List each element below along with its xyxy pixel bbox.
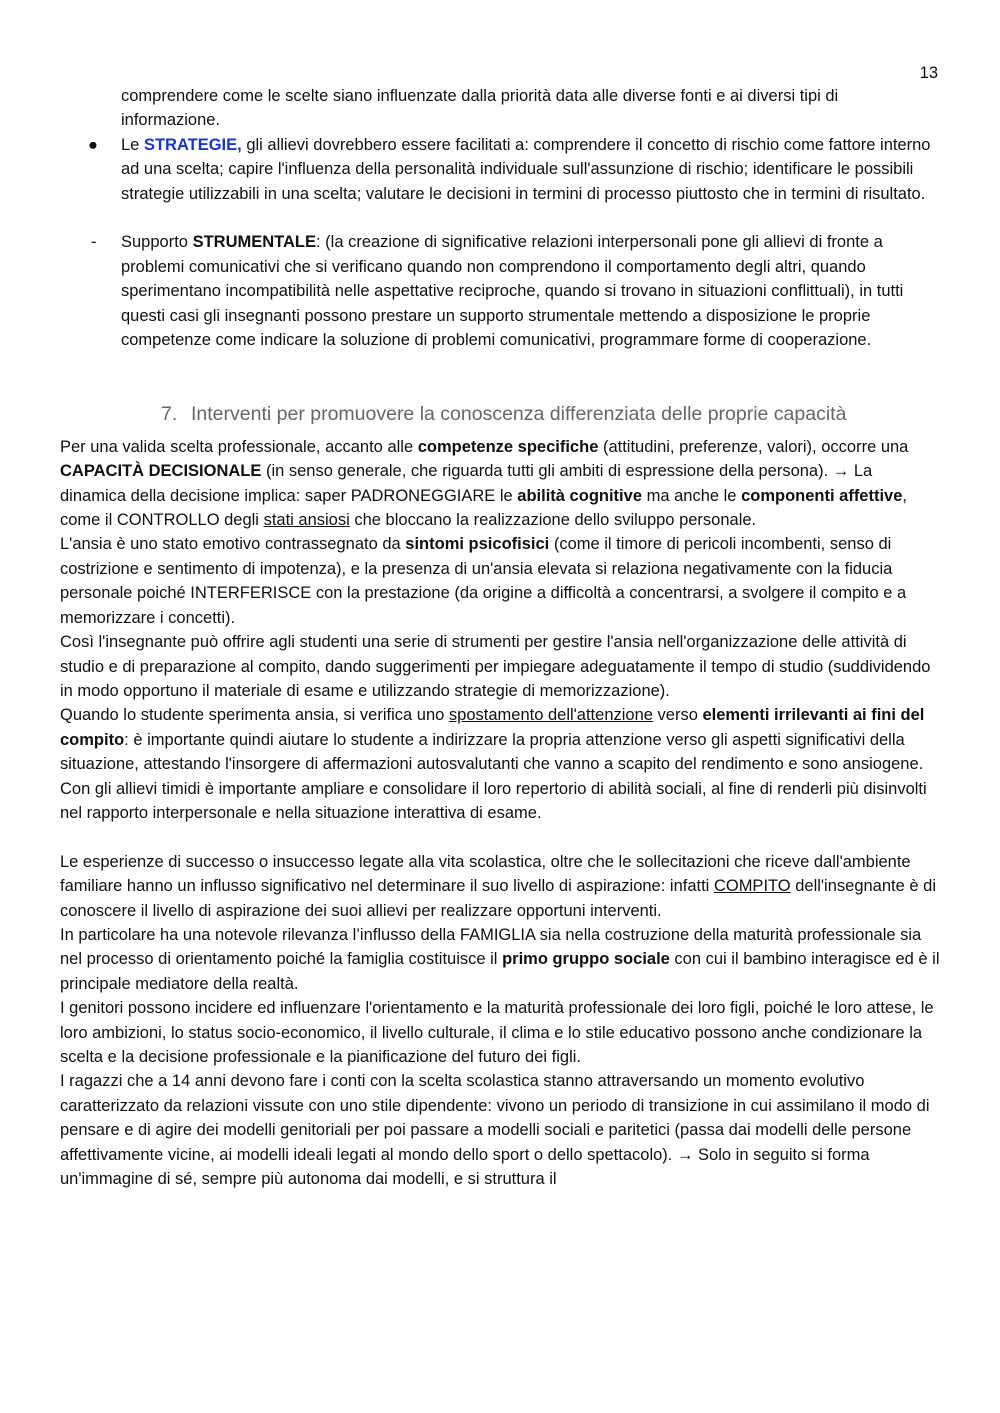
underlined-run: COMPITO: [713, 877, 791, 896]
bullet-dot-icon: ●: [88, 135, 98, 154]
text-run: (come il timore di pericoli incombenti, senso di costrizione e sentimento di impotenza), e la presenza di un'ansia elevata si relaziona negativamente con la fiducia personale poiché INTERFERISCE con la prestazione (da origine a difficoltà a concentrarsi, a svolgere il compito e a memorizzare i concetti).: [60, 535, 907, 627]
bold-run: elementi irrilevanti ai fini del compito: [60, 706, 925, 749]
section-number: 7.: [161, 402, 178, 425]
text-run: (attitudini, preferenze, valori), occorre una: [598, 437, 909, 456]
strumentale-text: : (la creazione di significative relazioni interpersonali pone gli allievi di fronte a problemi comunicativi che si verificano quando non comprendono il comportamento degli altri, quando sperimentano incompatibilità nelle aspettative reciproche, quando si trovano in situazioni conflittuali), in tutti questi casi gli insegnanti possono prestare un supporto strumentale mettendo a disposizione le proprie competenze come indicare la soluzione di problemi comunicativi, programmare forme di cooperazione.: [121, 233, 904, 350]
text-run: Per una valida scelta professionale, accanto alle: [60, 437, 418, 456]
paragraph-anxiety: [60, 532, 940, 630]
text-run: che bloccano la realizzazione dello sviluppo personale.: [349, 511, 757, 530]
text-run: (in senso generale, che riguarda tutti gli ambiti di espressione della persona). → La dinamica della decisione implica: saper PADRONEGGIARE le: [60, 462, 873, 505]
bold-run: sintomi psicofisici: [405, 535, 550, 554]
bold-run: competenze specifiche: [417, 437, 599, 456]
text-run: In particolare ha una notevole rilevanza l’influsso della FAMIGLIA sia nella costruzione della maturità professionale sia nel processo di orientamento poiché la famiglia costituisce il: [60, 925, 922, 969]
strategie-prefix: Le: [121, 135, 144, 154]
text-run: con cui il bambino interagisce ed è il principale mediatore della realtà.: [60, 950, 940, 993]
paragraph-aspiration: [60, 850, 940, 923]
blank-line: [60, 825, 940, 849]
underlined-run: stati ansiosi: [263, 511, 350, 530]
section-heading: [161, 401, 940, 427]
text-run: dell'insegnante è di conoscere il livello di aspirazione dei suoi allievi per realizzare opportuni interventi.: [60, 877, 936, 920]
document-body: [60, 84, 940, 1191]
bold-run: abilità cognitive: [517, 486, 642, 505]
paragraph-parents: I genitori possono incidere ed influenzare l'orientamento e la maturità professionale dei loro figli, poiché le loro attese, le loro ambizioni, lo status socio-economico, il livello culturale, il clima e lo stile educativo possono anche condizionare la scelta e la decisione professionale e la pianificazione del futuro dei figli.: [60, 999, 934, 1066]
paragraph-decision-capacity: [60, 435, 940, 533]
text-run: ma anche le: [642, 486, 742, 505]
section-title: Interventi per promuovere la conoscenza differenziata delle proprie capacità: [191, 402, 847, 425]
strategie-term: STRATEGIE,: [143, 135, 242, 154]
dash-marker: -: [91, 233, 97, 252]
text-run: L'ansia è uno stato emotivo contrassegnato da: [60, 535, 406, 554]
text-run: : è importante quindi aiutare lo studente a indirizzare la propria attenzione verso gli aspetti significativi della situazione, attestando l'insorgere di affermazioni autosvalutanti che vanno a scapito del rendimento e sono ansiogene.: [60, 730, 924, 774]
intro-continuation: comprendere come le scelte siano influenzate dalla priorità data alle diverse fonti e ai diversi tipi di informazione.: [121, 87, 839, 130]
blank-line: [60, 206, 940, 230]
bold-run: primo gruppo sociale: [502, 950, 670, 969]
text-run: , come il CONTROLLO degli: [60, 486, 908, 530]
paragraph-family: [60, 923, 940, 996]
strumentale-prefix: Supporto: [121, 233, 193, 252]
text-run: Quando lo studente sperimenta ansia, si verifica uno: [60, 706, 449, 725]
strumentale-list-item: [91, 230, 940, 352]
paragraph-shy-students: Con gli allievi timidi è importante ampliare e consolidare il loro repertorio di abilità sociali, al fine di renderli più disinvolti nel rapporto interpersonale e nella situazione interattiva di esame.: [60, 779, 927, 822]
paragraph-attention-shift: [60, 703, 940, 776]
paragraph-teenagers: I ragazzi che a 14 anni devono fare i conti con la scelta scolastica stanno attraversando un momento evolutivo caratterizzato da relazioni vissute con uno stile dipendente: vivono un periodo di transizione in cui assimilano il modo di pensare e di agire dei modelli genitoriali per poi passare a modelli sociali e paritetici (passa dai modelli delle persone affettivamente vicine, ai modelli ideali legati al mondo dello sport o dello spettacolo). → Solo in seguito si forma un'immagine di sé, sempre più autonoma dai modelli, e si struttura il: [60, 1072, 930, 1189]
text-run: verso: [652, 706, 703, 725]
blank-line: [60, 352, 940, 376]
underlined-run: spostamento dell'attenzione: [448, 706, 653, 725]
strategie-bullet-item: [88, 133, 940, 206]
paragraph-teacher-tools: Così l'insegnante può offrire agli studenti una serie di strumenti per gestire l'ansia nell'organizzazione delle attività di studio e di preparazione al compito, dando suggerimenti per impiegare adeguatamente il tempo di studio (suddividendo in modo opportuno il materiale di esame e utilizzando strategie di memorizzazione).: [60, 633, 931, 700]
bold-run: componenti affettive: [741, 486, 903, 505]
strategie-text: gli allievi dovrebbero essere facilitati a: comprendere il concetto di rischio come fattore interno ad una scelta; capire l'influenza della personalità individuale sull'assunzione di rischio; identificare le possibili strategie utilizzabili in una scelta; valutare le decisioni in termini di processo piuttosto che in termini di risultato.: [121, 135, 931, 203]
bold-run: CAPACITÀ DECISIONALE: [60, 462, 262, 481]
text-run: Le esperienze di successo o insuccesso legate alla vita scolastica, oltre che le sollecitazioni che riceve dall'ambiente familiare hanno un influsso significativo nel determinare il suo livello di aspirazione: infatti: [60, 852, 911, 896]
strumentale-term: STRUMENTALE: [192, 233, 316, 252]
page-number: 13: [919, 64, 938, 82]
